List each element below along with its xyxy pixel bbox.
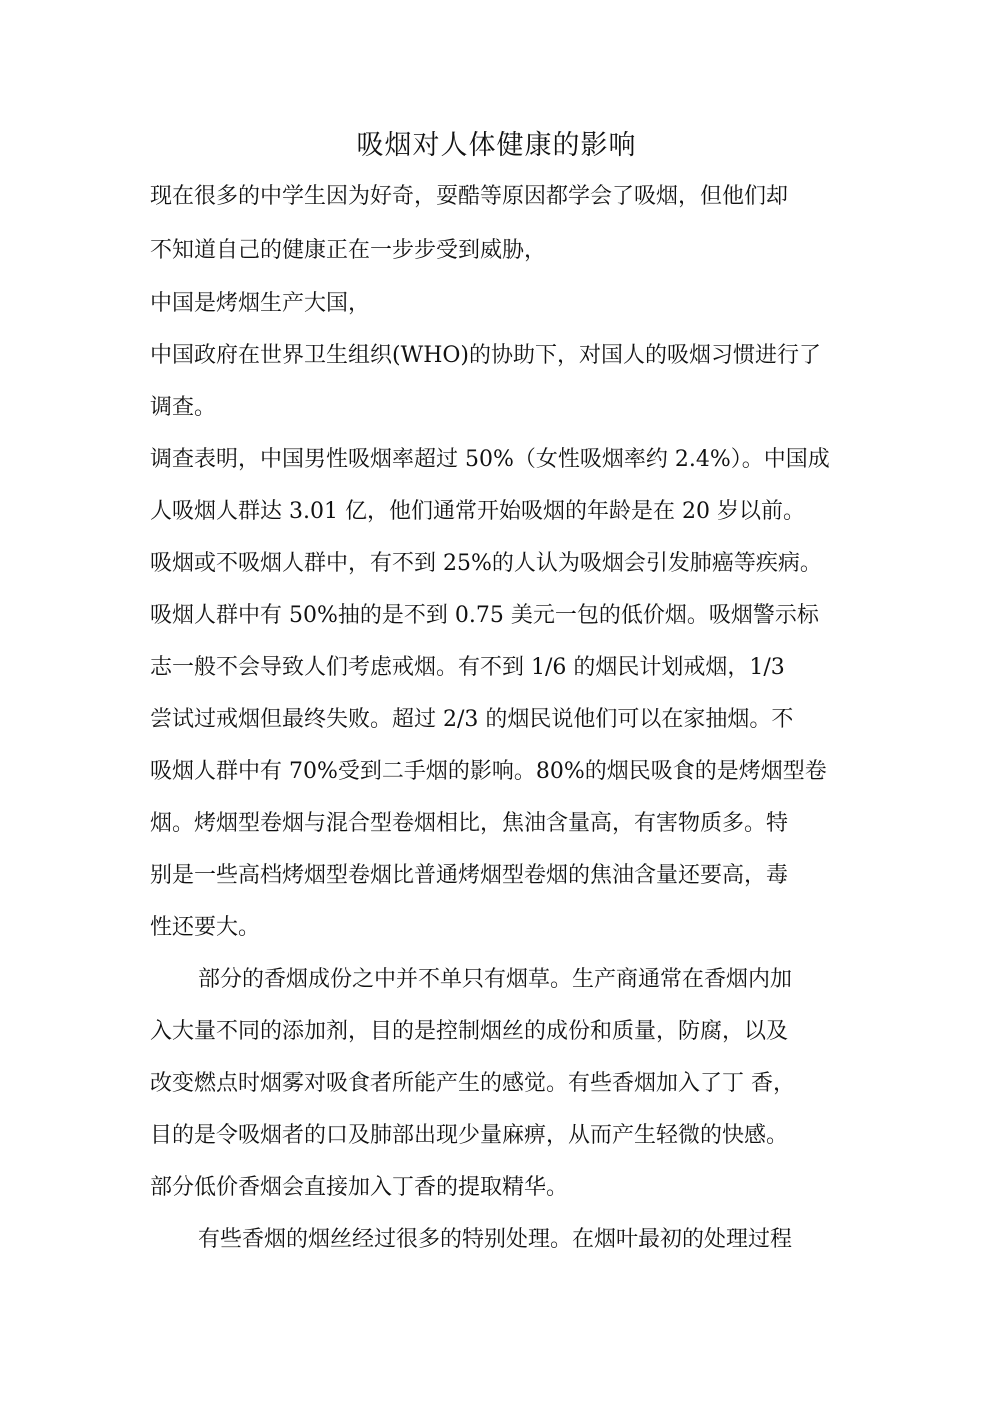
text-line: 部分低价香烟会直接加入丁香的提取精华。	[150, 1175, 569, 1200]
text-line: 吸烟或不吸烟人群中，有不到 25%的人认为吸烟会引发肺癌等疾病。	[150, 551, 822, 576]
text-line: 部分的香烟成份之中并不单只有烟草。生产商通常在香烟内加	[198, 967, 793, 992]
text-line: 入大量不同的添加剂，目的是控制烟丝的成份和质量，防腐，以及	[150, 1019, 789, 1044]
text-line: 性还要大。	[150, 915, 261, 940]
text-line: 志一般不会导致人们考虑戒烟。有不到 1/6 的烟民计划戒烟，1/3	[150, 655, 785, 680]
text-line: 调查表明，中国男性吸烟率超过 50%（女性吸烟率约 2.4%）。中国成	[150, 447, 830, 472]
text-line: 人吸烟人群达 3.01 亿，他们通常开始吸烟的年龄是在 20 岁以前。	[150, 499, 805, 524]
document-title: 吸烟对人体健康的影响	[356, 130, 637, 161]
text-line: 有些香烟的烟丝经过很多的特别处理。在烟叶最初的处理过程	[198, 1227, 793, 1252]
text-line: 目的是令吸烟者的口及肺部出现少量麻痹，从而产生轻微的快感。	[150, 1123, 789, 1148]
text-line: 中国政府在世界卫生组织(WHO)的协助下，对国人的吸烟习惯进行了	[150, 343, 822, 368]
text-line: 吸烟人群中有 50%抽的是不到 0.75 美元一包的低价烟。吸烟警示标	[150, 603, 819, 628]
text-line: 现在很多的中学生因为好奇，耍酷等原因都学会了吸烟，但他们却	[150, 184, 789, 209]
text-line: 改变燃点时烟雾对吸食者所能产生的感觉。有些香烟加入了丁 香，	[150, 1071, 795, 1096]
text-line: 中国是烤烟生产大国，	[150, 291, 371, 316]
text-line: 别是一些高档烤烟型卷烟比普通烤烟型卷烟的焦油含量还要高，毒	[150, 863, 789, 888]
text-line: 尝试过戒烟但最终失败。超过 2/3 的烟民说他们可以在家抽烟。不	[150, 707, 794, 732]
text-line: 吸烟人群中有 70%受到二手烟的影响。80%的烟民吸食的是烤烟型卷	[150, 759, 827, 784]
text-line: 不知道自己的健康正在一步步受到威胁，	[150, 238, 547, 263]
text-line: 烟。烤烟型卷烟与混合型卷烟相比，焦油含量高，有害物质多。特	[150, 811, 789, 836]
text-line: 调查。	[150, 395, 217, 420]
